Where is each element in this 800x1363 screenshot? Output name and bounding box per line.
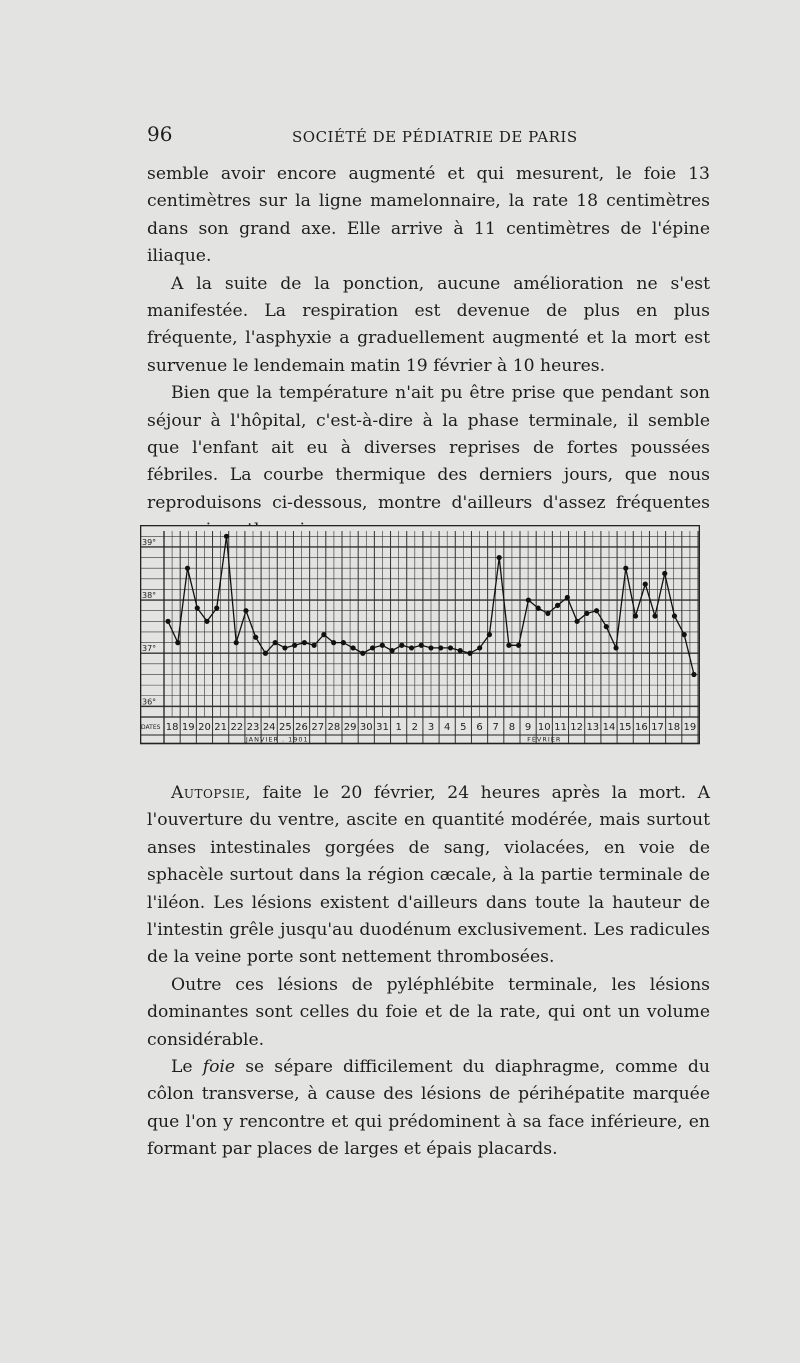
temperature-point xyxy=(633,613,638,618)
date-label: 30 xyxy=(359,722,373,733)
temperature-point xyxy=(380,643,385,648)
temperature-point xyxy=(370,645,375,650)
temperature-point xyxy=(204,619,209,624)
date-label: 14 xyxy=(602,722,616,733)
dates-row-label: DATES xyxy=(141,724,161,731)
paragraph: Bien que la température n'ait pu être prise que pendant son séjour à l'hôpital, c'est-à-dire à la phase terminale, il semble que l'enfant ait eu à diverses reprises de fortes poussées fébriles. La courbe thermique des derniers jours, que nous reproduisons ci-dessous, montre d'ailleurs d'assez fréquentes xyxy=(147,383,710,513)
paragraph xyxy=(147,1054,710,1164)
autopsy-text: faite le 20 février, 24 heures après la mort. A l'ouverture du ventre, ascite en quantité modérée, mais surtout anses intestinales gorgées de sang, violacées, en voie de sphacèle surtout dans la région cæcale, à la partie terminale de l'iléon. Les lésions existent d'ailleurs dans toute la hauteur de l'intestin grêle jusqu'au duodénum exclusivement. Les radicules de la veine porte sont nettement thrombosées. xyxy=(147,783,710,968)
temperature-point xyxy=(574,619,579,624)
paragraph: Outre ces lésions de pyléphlébite terminale, les lésions dominantes sont celles du foie et de la rate, qui ont un volume considérable. xyxy=(147,974,710,1050)
temperature-point xyxy=(458,648,463,653)
text-block-top xyxy=(147,161,710,545)
paragraph-rest: se sépare difficilement du diaphragme, comme du côlon transverse, à cause des lésions de périhépatite marquée que l'on y rencontre et qui prédominent à sa face inférieure, en formant par places de larges et épais placards. xyxy=(147,1057,710,1160)
date-label: 3 xyxy=(427,722,435,733)
temperature-point xyxy=(584,611,589,616)
date-label: 29 xyxy=(343,722,357,733)
temperature-point xyxy=(448,645,453,650)
running-title: SOCIÉTÉ DE PÉDIATRIE DE PARIS xyxy=(292,128,578,146)
date-label: 26 xyxy=(295,722,308,733)
temperature-point xyxy=(341,640,346,645)
temperature-point xyxy=(497,555,502,560)
temperature-point xyxy=(477,645,482,650)
paragraph-emphasis: foie xyxy=(202,1057,236,1078)
temperature-point xyxy=(526,597,531,602)
date-label: 13 xyxy=(586,722,600,733)
temperature-point xyxy=(273,640,278,645)
temperature-point xyxy=(253,635,258,640)
date-label: 16 xyxy=(634,722,648,733)
y-tick-label: 38° xyxy=(142,591,157,601)
temperature-point xyxy=(214,605,219,610)
temperature-point xyxy=(487,632,492,637)
y-tick-label: 36° xyxy=(142,697,157,707)
temperature-point xyxy=(536,605,541,610)
temperature-point xyxy=(428,645,433,650)
date-label: 11 xyxy=(554,722,567,733)
temperature-point xyxy=(565,595,570,600)
temperature-point xyxy=(613,645,618,650)
temperature-point xyxy=(691,672,696,677)
date-label: 18 xyxy=(165,722,179,733)
temperature-point xyxy=(185,566,190,571)
temperature-point xyxy=(662,571,667,576)
temperature-chart-svg xyxy=(140,525,700,745)
temperature-point xyxy=(409,645,414,650)
date-label: 21 xyxy=(214,722,228,733)
temperature-point xyxy=(555,603,560,608)
temperature-point xyxy=(195,605,200,610)
date-label: 25 xyxy=(278,722,292,733)
date-label: 27 xyxy=(311,722,325,733)
temperature-point xyxy=(643,582,648,587)
date-label: 5 xyxy=(460,722,467,733)
temperature-point xyxy=(516,643,521,648)
month-label: FÉVRIER xyxy=(527,735,562,744)
temperature-point xyxy=(360,651,365,656)
autopsy-lead: Autopsie, xyxy=(171,783,252,803)
temperature-point xyxy=(438,645,443,650)
temperature-point xyxy=(331,640,336,645)
date-label: 10 xyxy=(537,722,551,733)
paragraph-start: Le xyxy=(171,1057,203,1078)
date-label: 12 xyxy=(570,722,584,733)
date-label: 23 xyxy=(246,722,260,733)
date-label: 9 xyxy=(524,722,532,733)
temperature-point xyxy=(682,632,687,637)
date-label: 19 xyxy=(683,722,697,733)
temperature-point xyxy=(282,645,287,650)
paragraph: semble avoir encore augmenté et qui mesurent, le foie 13 centimètres sur la ligne mamelonnaire, la rate 18 centimètres dans son grand axe. Elle arrive à 11 centimètres de l'épine iliaque. xyxy=(147,164,710,267)
date-label: 15 xyxy=(618,722,632,733)
temperature-point xyxy=(321,632,326,637)
temperature-point xyxy=(652,613,657,618)
temperature-point xyxy=(224,534,229,539)
date-label: 6 xyxy=(476,722,483,733)
page-header xyxy=(147,122,707,152)
temperature-point xyxy=(175,640,180,645)
paragraph: A la suite de la ponction, aucune amélioration ne s'est manifestée. La respiration est devenue de plus en plus fréquente, l'asphyxie a graduellement augmenté et la mort est survenue le lendemain matin 19 février à 10 heures. xyxy=(147,273,710,376)
temperature-point xyxy=(545,611,550,616)
temperature-point xyxy=(302,640,307,645)
temperature-point xyxy=(623,566,628,571)
date-label: 18 xyxy=(667,722,681,733)
temperature-point xyxy=(506,643,511,648)
date-label: 7 xyxy=(492,722,499,733)
temperature-point xyxy=(419,643,424,648)
temperature-point xyxy=(389,648,394,653)
temperature-point xyxy=(672,613,677,618)
date-label: 22 xyxy=(230,722,244,733)
temperature-point xyxy=(292,643,297,648)
temperature-point xyxy=(594,608,599,613)
temperature-point xyxy=(467,651,472,656)
text-block-bottom xyxy=(147,780,710,1164)
date-label: 28 xyxy=(327,722,341,733)
temperature-point xyxy=(234,640,239,645)
date-label: 24 xyxy=(262,722,276,733)
y-tick-label: 37° xyxy=(142,644,157,654)
paragraph xyxy=(147,780,710,972)
date-label: 1 xyxy=(395,722,402,733)
date-label: 20 xyxy=(198,722,211,733)
temperature-point xyxy=(243,608,248,613)
date-label: 4 xyxy=(443,722,451,733)
date-label: 31 xyxy=(376,722,389,733)
page-number: 96 xyxy=(147,122,173,146)
date-label: 8 xyxy=(508,722,516,733)
temperature-point xyxy=(312,643,317,648)
temperature-point xyxy=(399,643,404,648)
date-label: 17 xyxy=(651,722,664,733)
temperature-point xyxy=(263,651,268,656)
y-tick-label: 39° xyxy=(142,537,157,547)
temperature-point xyxy=(604,624,609,629)
date-label: 2 xyxy=(411,722,419,733)
month-label: JANVIER . 1901 xyxy=(245,735,309,744)
temperature-point xyxy=(350,645,355,650)
temperature-chart xyxy=(140,525,700,745)
temperature-point xyxy=(165,619,170,624)
date-label: 19 xyxy=(181,722,195,733)
